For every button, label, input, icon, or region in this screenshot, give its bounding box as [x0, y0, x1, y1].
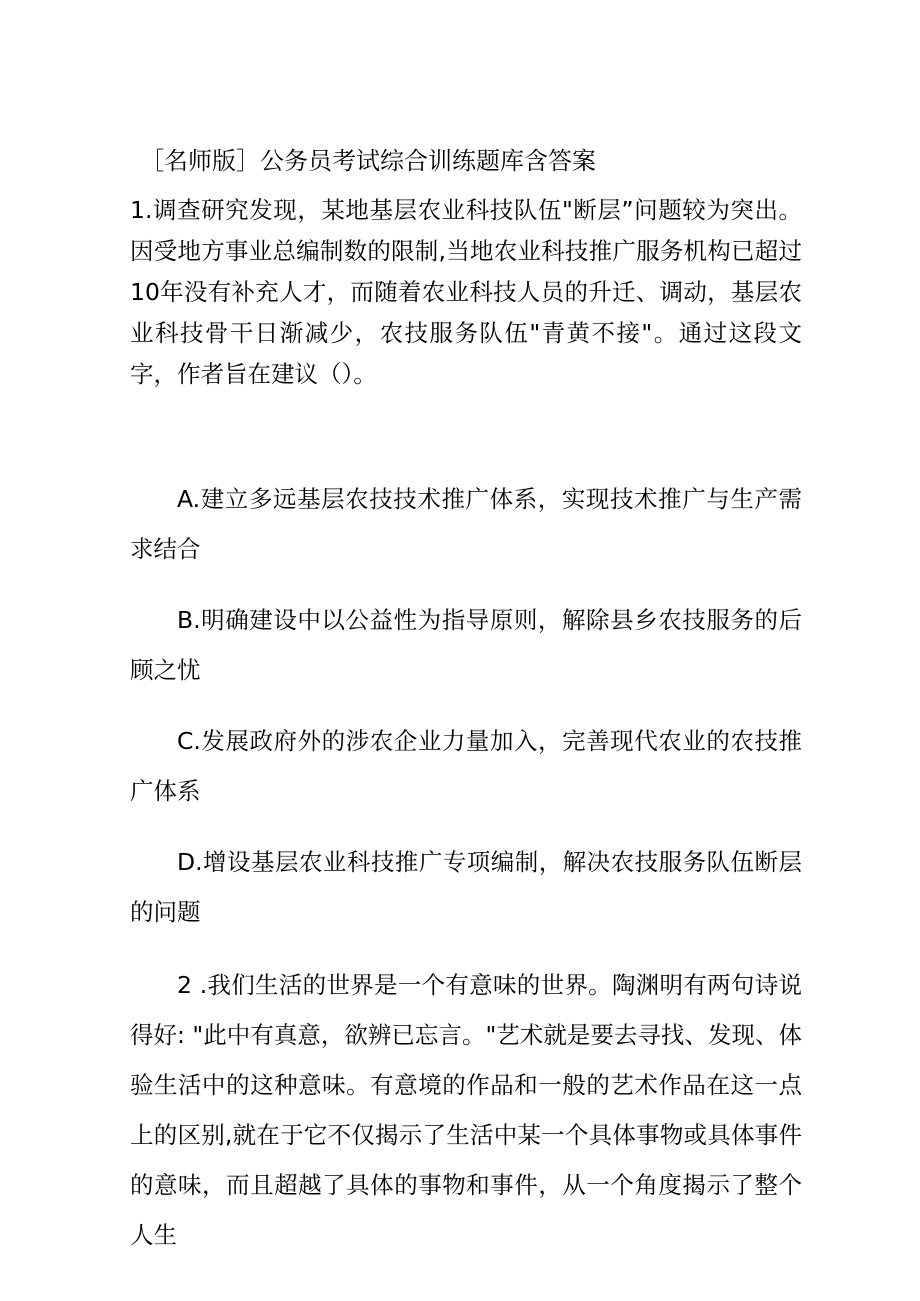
question-1-option-b: B.明确建设中以公益性为指导原则，解除县乡农技服务的后顾之忧: [130, 606, 802, 684]
document-title: ［名师版］公务员考试综合训练题库含答案: [140, 147, 596, 175]
question-1-option-d: D.增设基层农业科技推广专项编制，解决农技服务队伍断层的问题: [130, 848, 802, 926]
question-1-option-c: C.发展政府外的涉农企业力量加入，完善现代农业的农技推广体系: [130, 727, 802, 805]
question-1-option-a: A.建立多远基层农技技术推广体系，实现技术推广与生产需求结合: [130, 485, 802, 563]
question-1-stem: 1.调查研究发现，某地基层农业科技队伍"断层”问题较为突出。因受地方事业总编制数的限制,当地农业科技推广服务机构已超过10年没有补充人才，而随着农业科技人员的升迁、调动，基层农业科技骨干日渐减少，农技服务队伍"青黄不接"。通过这段文字，作者旨在建议（）。: [130, 196, 802, 388]
question-2-stem: 2 .我们生活的世界是一个有意味的世界。陶渊明有两句诗说得好: "此中有真意，欲辨已忘言。"艺术就是要去寻找、发现、体验生活中的这种意味。有意境的作品和一般的艺术作品在这一点上的区别,就在于它不仅揭示了生活中某一个具体事物或具体事件的意味，而且超越了具体的事物和事件，从一个角度揭示了整个人生: [130, 971, 802, 1249]
